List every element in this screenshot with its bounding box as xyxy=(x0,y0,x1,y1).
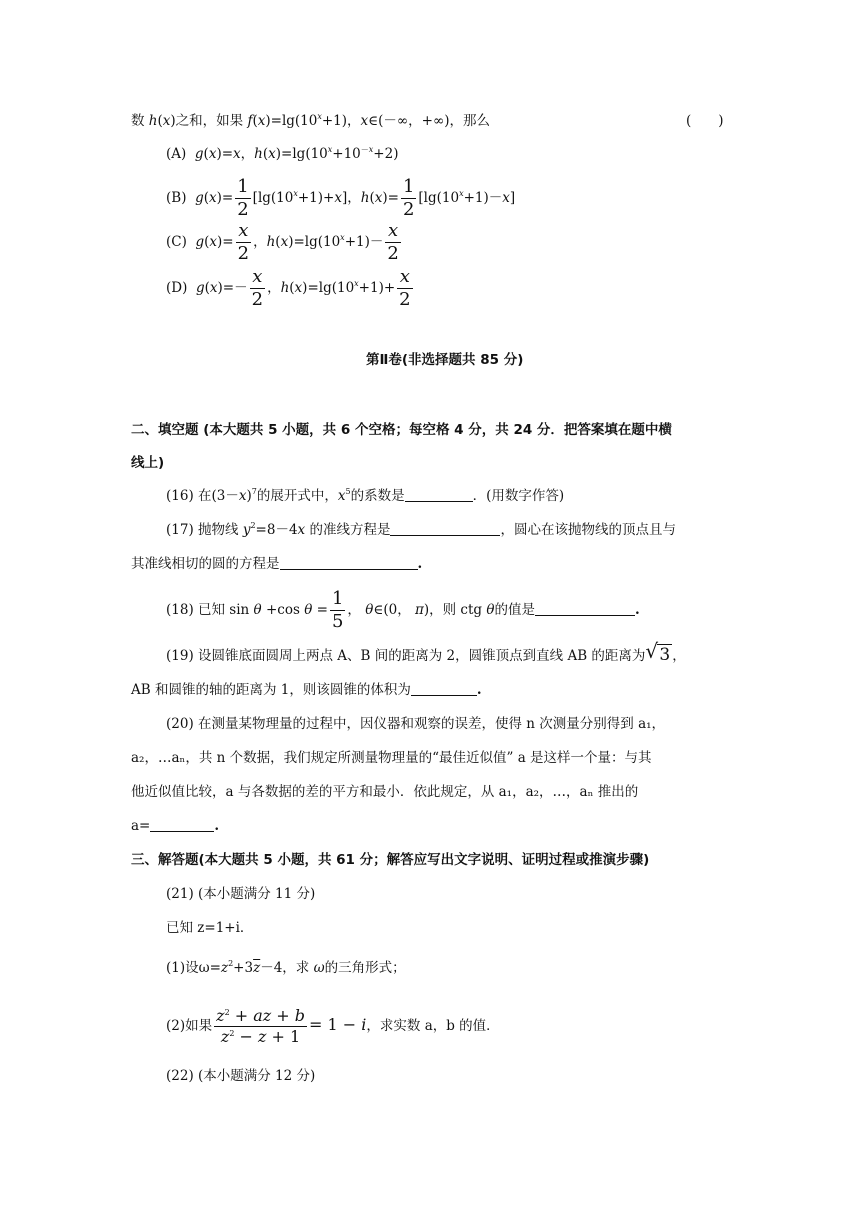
option-a: (A) g(x)=x，$h(x)=\lg(10^x+10^{-x}+2)$ xyxy=(166,145,399,162)
answer-blank[interactable] xyxy=(390,535,500,536)
q21-part2: (2)如果 $\frac{z^2 + az + b}{z^2 - z + 1}$ = 1 − i，求实数 a，b 的值． xyxy=(166,1006,500,1046)
answer-blank[interactable] xyxy=(411,695,477,696)
answer-blank[interactable] xyxy=(280,569,418,570)
fraction: $\frac{x}{2}$ xyxy=(399,266,411,310)
option-c: (C) g(x)= $\frac{x}{2}$ ，$h(x)=\lg(10^x+1)-$ $\frac{x}{2}$ xyxy=(166,220,399,264)
sqrt-3: √ 3 xyxy=(645,639,671,665)
q19: (19) 设圆锥底面圆周上两点 A、B 间的距离为 2，圆锥顶点到直线 AB 的距离为 √ 3 ， xyxy=(166,639,686,665)
q17: (17) 抛物线 $y^2=8-4x$ 的准线方程是 ，圆心在该抛物线的顶点且与 xyxy=(166,521,676,538)
option-d: (D) g(x)=－ $\frac{x}{2}$ ，$h(x)=\lg(10^x+1)+$ $\frac{x}{2}$ xyxy=(166,266,411,310)
section3-title: 三、解答题(本大题共 5 小题，共 61 分；解答应写出文字说明、证明过程或推演步骤) xyxy=(131,852,650,868)
fraction: $\frac{1}{2}$ xyxy=(402,176,415,220)
answer-blank[interactable] xyxy=(535,615,635,616)
option-b: (B) g(x)= $\frac{1}{2}$ $[\lg(10^x+1)+x]$，h(x)= $\frac{1}{2}$ $[\lg(10^x+1)-x]$ xyxy=(166,176,516,220)
q20-line1: (20) 在测量某物理量的过程中，因仪器和观察的误差，使得 n 次测量分别得到 a₁， xyxy=(166,716,666,732)
q21-given: 已知 z=1+i． xyxy=(166,920,254,936)
q20-line4: a= . xyxy=(131,818,220,834)
section2-title-cont: 线上) xyxy=(131,455,165,471)
fraction: $\frac{z^2 + az + b}{z^2 - z + 1}$ xyxy=(216,1006,306,1046)
answer-blank[interactable] xyxy=(405,501,473,502)
answer-paren: ( ) xyxy=(686,113,724,129)
q22-label: (22) (本小题满分 12 分) xyxy=(166,1068,316,1084)
q16: (16) 在$(3-x)^7$的展开式中，$x^5$的系数是 ．(用数字作答) xyxy=(166,487,565,504)
fraction: $\frac{1}{5}$ xyxy=(331,588,344,632)
fraction: $\frac{x}{2}$ xyxy=(387,220,399,264)
q15-stem: 数 h(x)之和，如果 $f(x)=\lg(10^x+1)$，x∈(－∞，+∞)，那么 xyxy=(131,112,491,129)
fraction: $\frac{x}{2}$ xyxy=(251,266,264,310)
part2-title: 第Ⅱ卷(非选择题共 85 分) xyxy=(366,352,524,368)
q19-cont: AB 和圆锥的轴的距离为 1，则该圆锥的体积为 . xyxy=(131,682,482,698)
q17-cont: 其准线相切的圆的方程是 . xyxy=(131,556,423,572)
fraction: $\frac{1}{2}$ xyxy=(237,176,249,220)
q18: (18) 已知 sin θ +cos θ = $\frac{1}{5}$ ， θ∈(0， π)，则 ctg θ的值是 . xyxy=(166,588,640,632)
section2-title: 二、填空题 (本大题共 5 小题，共 6 个空格；每空格 4 分，共 24 分．把答案填在题中横 xyxy=(131,422,672,438)
q20-line2: a₂，…aₙ，共 n 个数据，我们规定所测量物理量的“最佳近似值” a 是这样一个量：与其 xyxy=(131,750,652,766)
q21-label: (21) (本小题满分 11 分) xyxy=(166,886,316,902)
fraction: $\frac{x}{2}$ xyxy=(237,220,250,264)
answer-blank[interactable] xyxy=(150,831,214,832)
q20-line3: 他近似值比较，a 与各数据的差的平方和最小．依此规定，从 a₁，a₂，…，aₙ 推出的 xyxy=(131,784,639,800)
q21-part1: (1)设$\omega=z^2+3\overline{z}-4$，求 ω的三角形式； xyxy=(166,959,406,976)
